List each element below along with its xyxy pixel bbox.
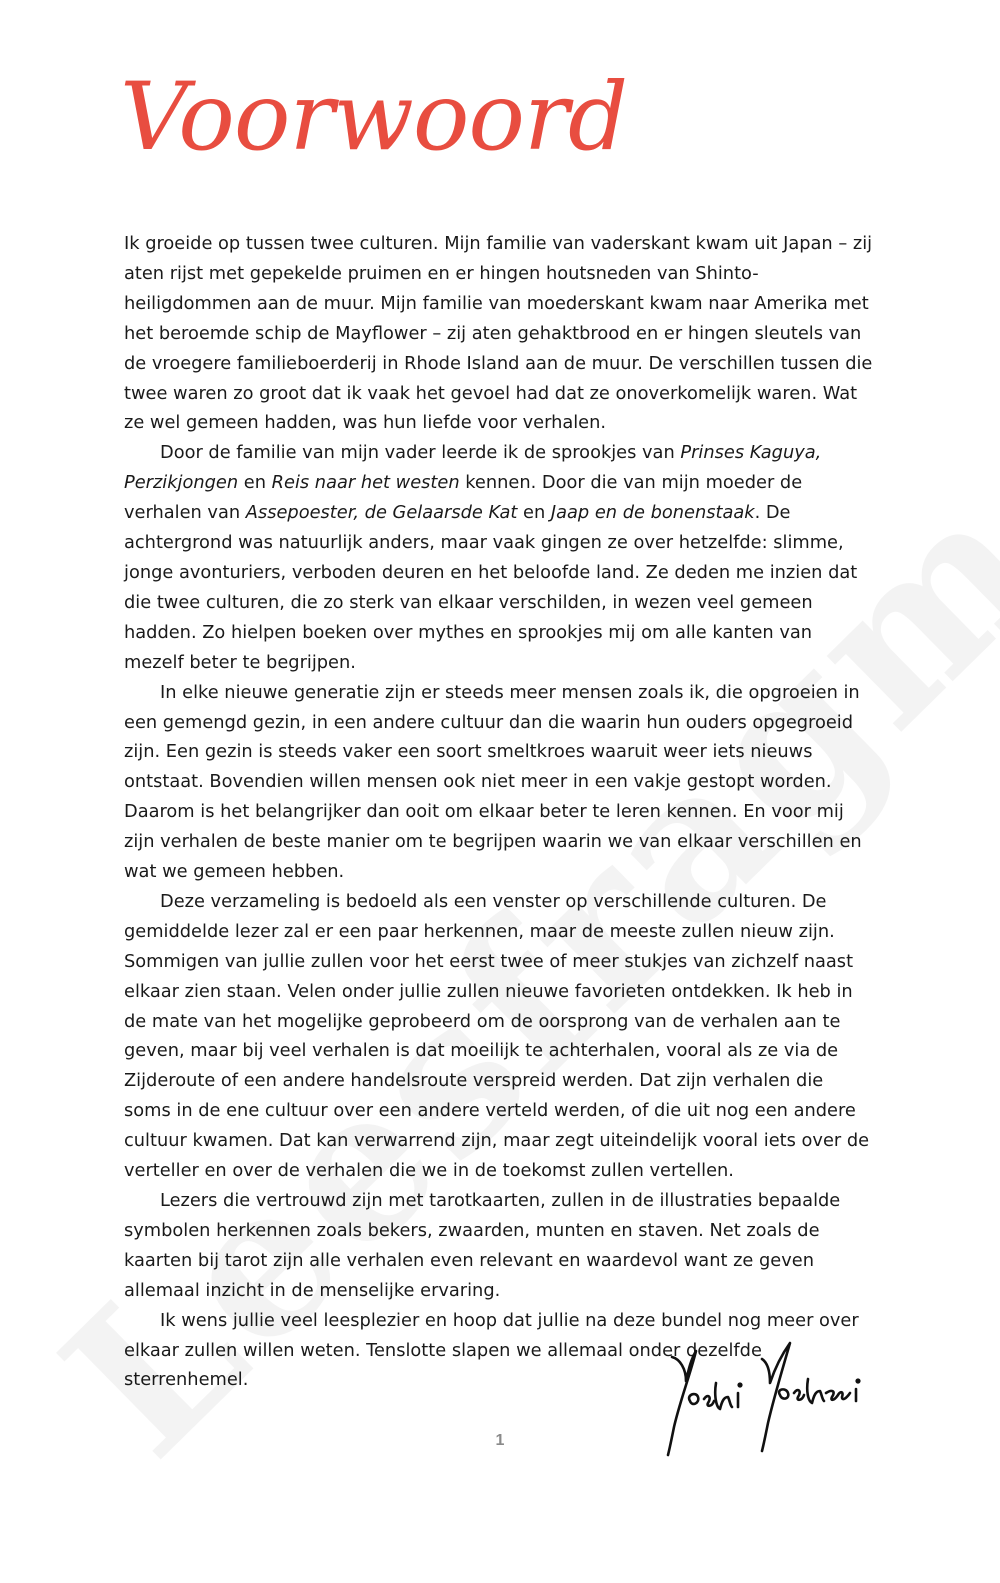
paragraph xyxy=(124,229,874,438)
paragraph-text: In elke nieuwe generatie zijn er steeds meer mensen zoals ik, die opgroeien in een gemengd gezin, in een andere cultuur dan die waarin hun ouders opgegroeid zijn. Een gezin is steeds vaker een soort smeltkroes waaruit weer iets nieuws ontstaat. Bovendien willen mensen ook niet meer in een vakje gestopt worden. Daarom is het belangrijker dan ooit om elkaar beter te leren kennen. En voor mij zijn verhalen de beste manier om te begrijpen waarin we van elkaar verschillen en wat we gemeen hebben. xyxy=(124,681,862,883)
paragraph xyxy=(124,438,874,677)
paragraph-text: en xyxy=(238,472,272,494)
author-signature xyxy=(650,1335,870,1465)
page-number: 1 xyxy=(495,1432,505,1449)
paragraph-text: Door de familie van mijn vader leerde ik de sprookjes van xyxy=(160,442,681,464)
paragraph-text: Ik wens jullie veel leesplezier en hoop dat jullie na deze bundel nog meer over elkaar zullen willen weten. Tenslotte slapen we allemaal onder dezelfde sterrenhemel. xyxy=(124,1309,859,1391)
paragraph xyxy=(124,887,874,1186)
italic-title-text: Reis naar het westen xyxy=(271,472,460,494)
paragraph-text: Lezers die vertrouwd zijn met tarotkaarten, zullen in de illustraties bepaalde symbolen herkennen zoals bekers, zwaarden, munten en staven. Net zoals de kaarten bij tarot zijn alle verhalen even relevant en waardevol want ze geven allemaal inzicht in de menselijke ervaring. xyxy=(124,1190,841,1301)
italic-title-text: Prinses Kaguya, Perzikjongen xyxy=(124,442,822,494)
paragraph xyxy=(124,678,874,887)
paragraph xyxy=(124,1186,874,1306)
paragraph-text: Deze verzameling is bedoeld als een venster op verschillende culturen. De gemiddelde lezer zal er een paar herkennen, maar de meeste zullen nieuw zijn. Sommigen van jullie zullen voor het eerst twee of meer stukjes van zichzelf naast elkaar zien staan. Velen onder jullie zullen nieuwe favorieten ontdekken. Ik heb in de mate van het mogelijke geprobeerd om de oorsprong van de verhalen aan te geven, maar bij veel verhalen is dat moeilijk te achterhalen, vooral als ze via de Zijderoute of een andere handelsroute verspreid werden. Dat zijn verhalen die soms in de ene cultuur over een andere verteld werden, of die uit nog een andere cultuur kwamen. Dat kan verwarrend zijn, maar zegt uiteindelijk vooral iets over de verteller en over de verhalen die we in de toekomst zullen vertellen. xyxy=(124,890,870,1182)
page-title: Voorwoord xyxy=(120,63,628,172)
body-text xyxy=(124,229,874,1395)
italic-title-text: Assepoester, de Gelaarsde Kat xyxy=(245,502,518,524)
paragraph-text: . De achtergrond was natuurlijk anders, maar vaak gingen ze over hetzelfde: slimme, jonge avonturiers, verboden deuren en het beloofde land. Ze deden me inzien dat die twee culturen, die zo sterk van elkaar verschilden, in wezen veel gemeen hadden. Zo hielpen boeken over mythes en sprookjes mij om alle kanten van mezelf beter te begrijpen. xyxy=(124,502,858,673)
italic-title-text: Jaap en de bonenstaak xyxy=(550,502,755,524)
paragraph-text: en xyxy=(517,502,551,524)
paragraph-text: kennen. Door die van mijn moeder de verhalen van xyxy=(124,472,803,524)
paragraph-text: Ik groeide op tussen twee culturen. Mijn familie van vaderskant kwam uit Japan – zij aten rijst met gepekelde pruimen en er hingen houtsneden van Shinto-heiligdommen aan de muur. Mijn familie van moederskant kwam naar Amerika met het beroemde schip de Mayflower – zij aten gehaktbrood en er hingen sleutels van de vroegere familieboerderij in Rhode Island aan de muur. De verschillen tussen die twee waren zo groot dat ik vaak het gevoel had dat ze onoverkomelijk waren. Wat ze wel gemeen hadden, was hun liefde voor verhalen. xyxy=(124,233,873,434)
